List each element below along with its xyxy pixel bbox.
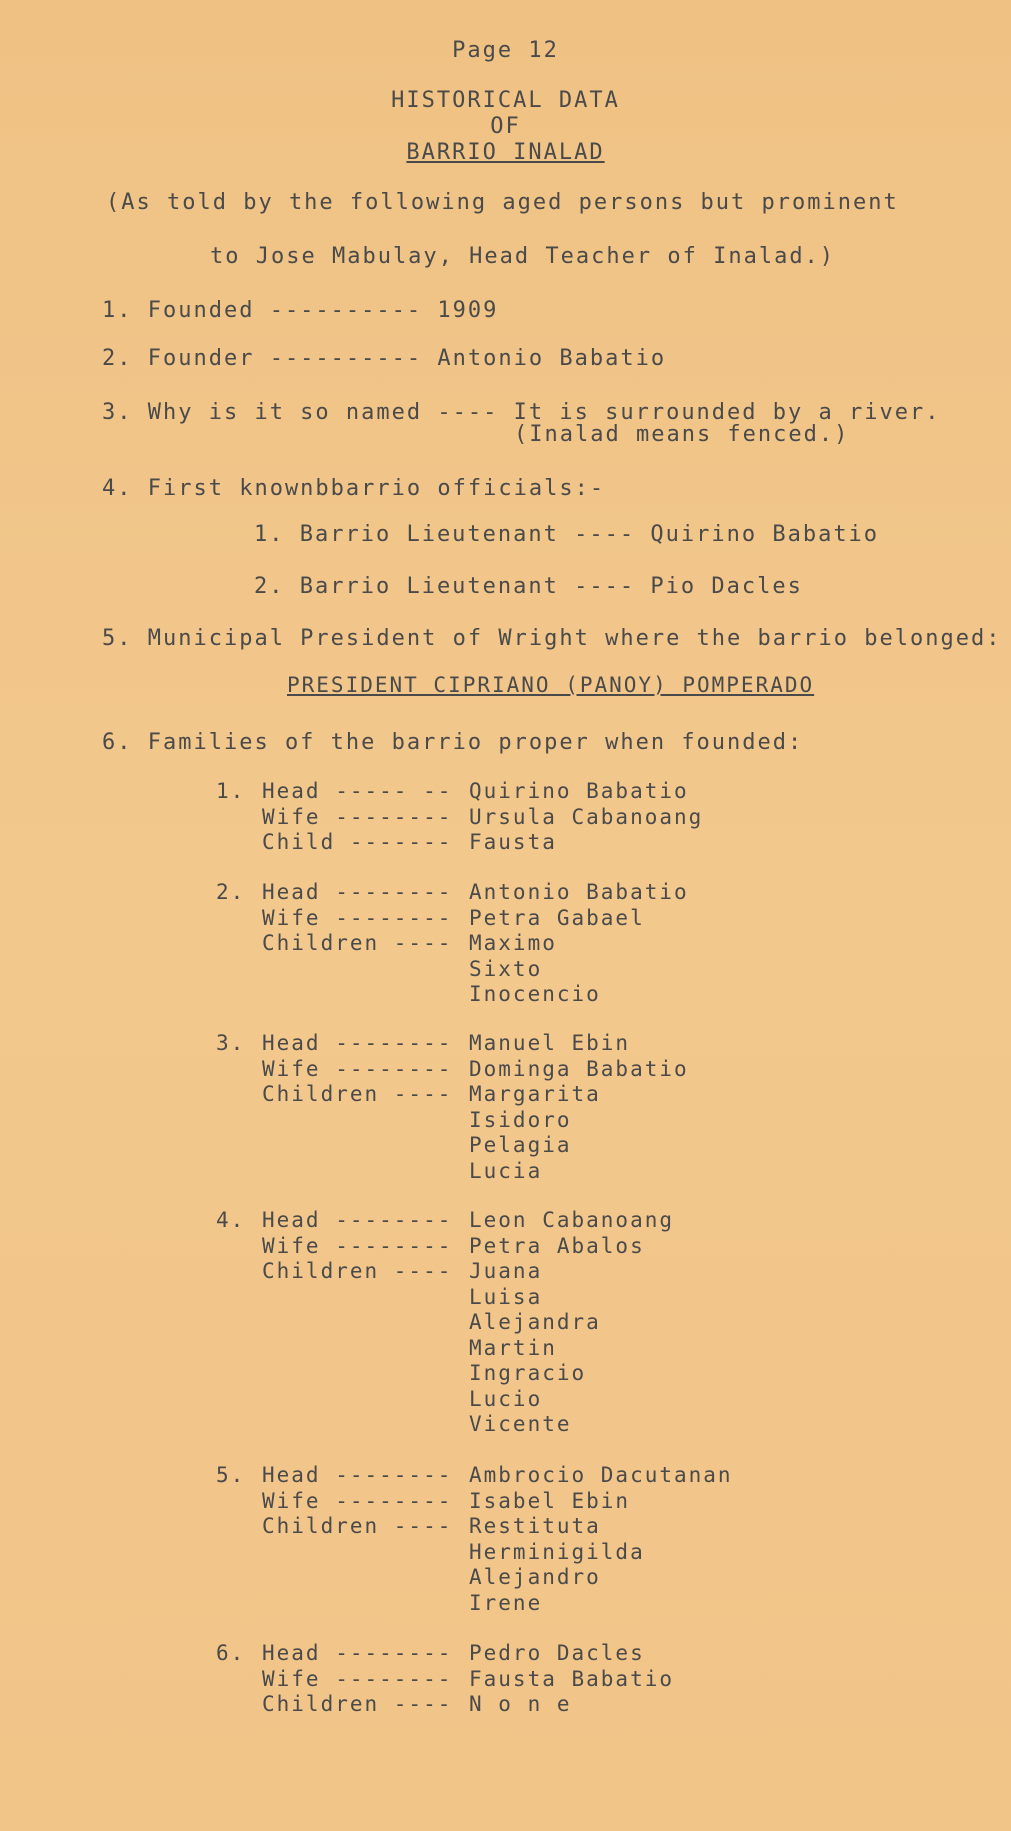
intro-line-1: (As told by the following aged persons but prominent [106,190,899,215]
family-3 [216,1031,689,1184]
item-municipal-president: 5. Municipal President of Wright where the barrio belonged: [102,626,1002,651]
family-member: Dominga Babatio [469,1056,689,1081]
family-member: Restituta [469,1514,601,1538]
title-line-2: OF [490,114,521,139]
family-member: Ingracio [469,1361,587,1385]
family-role: Wife -------- [262,1056,453,1081]
family-number: 3. [216,1031,246,1055]
family-member: Quirino Babatio [469,779,689,803]
family-role: Head -------- [262,1031,453,1055]
official-2: 2. Barrio Lieutenant ---- Pio Dacles [254,574,803,599]
family-5 [216,1463,733,1616]
family-role: Child ------- [262,830,453,854]
item-name-reason-note: (Inalad means fenced.) [514,422,850,447]
family-1 [216,779,703,856]
family-member: Petra Gabael [469,905,645,930]
item-families: 6. Families of the barrio proper when founded: [102,730,804,755]
family-role: Children ---- [262,1514,453,1538]
family-role: Head -------- [262,1463,453,1487]
family-member: Vicente [469,1412,572,1436]
president-name: PRESIDENT CIPRIANO (PANOY) POMPERADO [287,673,815,697]
family-number: 6. [216,1641,246,1665]
family-member: Luisa [469,1284,543,1309]
family-role: Wife -------- [262,1666,453,1691]
family-member: Leon Cabanoang [469,1208,675,1232]
family-member: Isidoro [469,1107,572,1132]
family-member: Manuel Ebin [469,1031,631,1055]
item-founded: 1. Founded ---------- 1909 [102,298,499,323]
family-member: Ursula Cabanoang [469,804,704,829]
family-member: Martin [469,1335,557,1360]
family-member: Juana [469,1259,543,1283]
family-4 [216,1208,674,1438]
family-member: Isabel Ebin [469,1488,631,1513]
item-first-officials: 4. First knownbbarrio officials:- [102,476,606,501]
family-6 [216,1641,674,1718]
family-member: Fausta Babatio [469,1666,675,1691]
title-line-3: BARRIO INALAD [406,140,605,165]
family-member: Pelagia [469,1133,572,1157]
item-name-reason: 3. Why is it so named ---- It is surrounded by a river. [102,400,941,425]
family-role: Head ----- -- [262,779,453,803]
family-number: 1. [216,779,246,803]
family-member: Fausta [469,830,557,854]
family-role: Children ---- [262,1082,453,1106]
family-number: 2. [216,880,246,904]
family-member: Lucia [469,1158,543,1183]
family-role: Children ---- [262,1259,453,1283]
family-member: Herminigilda [469,1539,645,1564]
family-member: Sixto [469,956,543,981]
family-member: Inocencio [469,982,601,1006]
family-number: 5. [216,1463,246,1487]
family-number: 4. [216,1208,246,1232]
family-role: Wife -------- [262,905,453,930]
item-founder: 2. Founder ---------- Antonio Babatio [102,346,667,371]
family-member: Alejandra [469,1310,601,1334]
family-member: Lucio [469,1386,543,1411]
family-member: Margarita [469,1082,601,1106]
family-role: Wife -------- [262,1233,453,1258]
official-1: 1. Barrio Lieutenant ---- Quirino Babatio [254,522,880,547]
family-2 [216,880,689,1008]
family-role: Wife -------- [262,1488,453,1513]
family-role: Children ---- [262,931,453,955]
family-member: Antonio Babatio [469,880,689,904]
family-role: Head -------- [262,880,453,904]
family-member: N o n e [469,1692,572,1716]
family-member: Petra Abalos [469,1233,645,1258]
family-member: Irene [469,1590,543,1615]
family-member: Pedro Dacles [469,1641,645,1665]
intro-line-2: to Jose Mabulay, Head Teacher of Inalad.) [210,244,836,269]
page-number: Page 12 [452,38,559,63]
family-role: Head -------- [262,1641,453,1665]
title-line-1: HISTORICAL DATA [391,88,620,113]
family-role: Head -------- [262,1208,453,1232]
family-role: Wife -------- [262,804,453,829]
family-role: Children ---- [262,1692,453,1716]
family-member: Ambrocio Dacutanan [469,1463,733,1487]
family-member: Alejandro [469,1565,601,1589]
family-member: Maximo [469,931,557,955]
